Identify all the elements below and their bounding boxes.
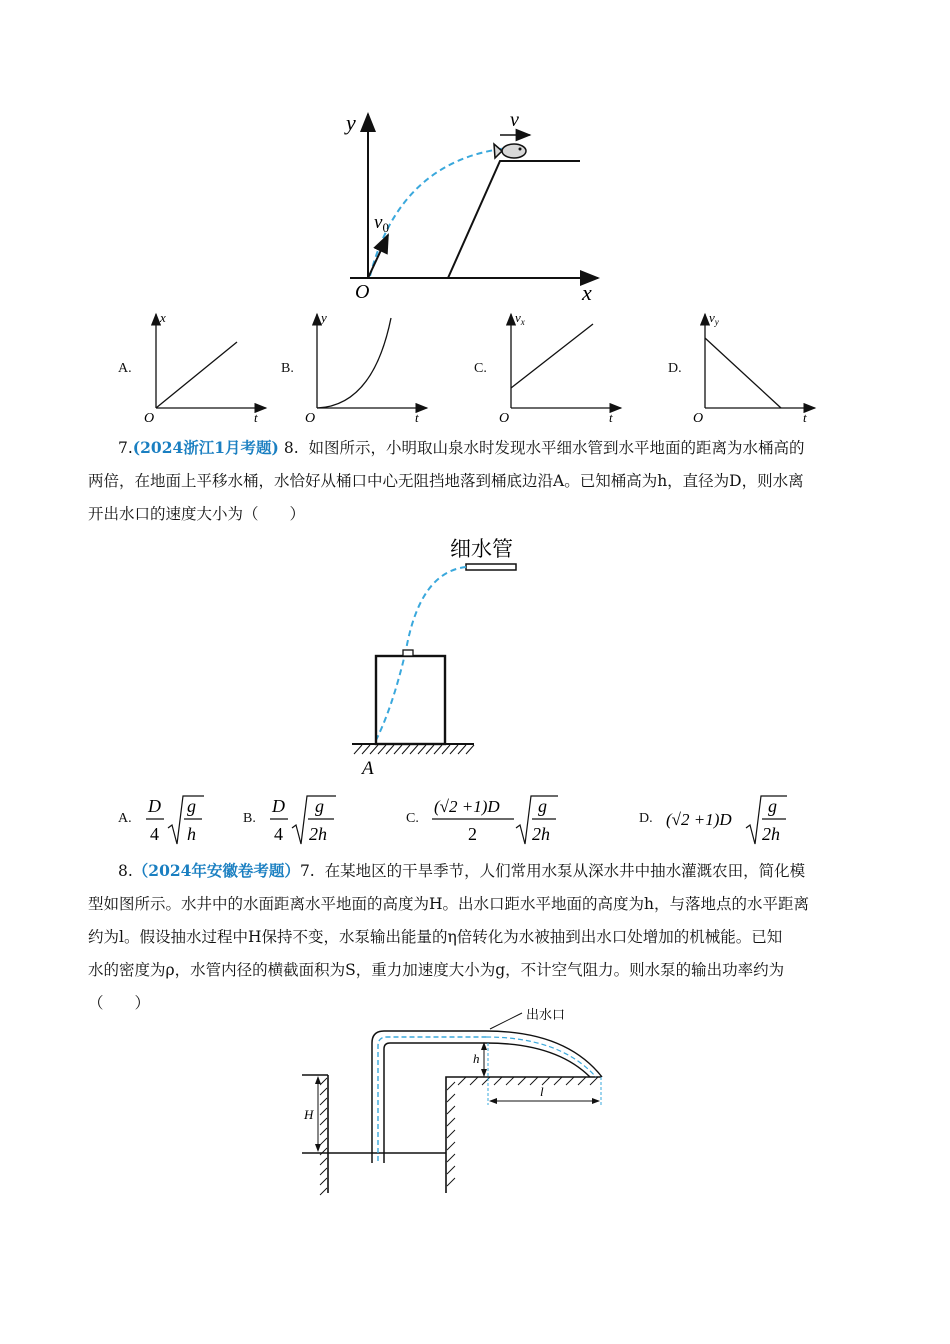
question-8: 8.（2024年安徽卷考题）7. 在某地区的干旱季节，人们常用水泵从深水井中抽水灌溉农田，简化模 型如图所示。水井中的水面距离水平地面的高度为H。出水口距水平地面的高度为h，与落地点的水平距离 约为l。假设抽水过程中H保持不变，水泵输出能量的η倍转化为水被抽到出水口处增加的机械能。已知 水的密度为ρ，水管内径的横截面积为S，重力加速度大小为g，不计空气阻力。则水泵的输出功率约为 （ ） (88, 861, 810, 1012)
svg-text:h: h (187, 824, 196, 844)
option-b-letter[interactable]: B. (281, 361, 294, 376)
q7-option-d-letter[interactable]: D. (639, 811, 653, 826)
svg-text:g: g (768, 796, 777, 816)
l-label: l (540, 1084, 544, 1099)
well-figure (296, 1005, 626, 1205)
curve-parabola (317, 318, 391, 408)
svg-text:4: 4 (150, 824, 159, 844)
point-a-label: A (362, 758, 374, 779)
svg-text:O: O (144, 411, 155, 424)
fish-icon (494, 144, 526, 158)
svg-text:g: g (538, 796, 547, 816)
h-label: h (473, 1051, 480, 1066)
v0-label: $v_0$ (374, 212, 389, 235)
option-a-graph (142, 308, 272, 424)
svg-text:4: 4 (274, 824, 283, 844)
svg-text:t: t (803, 410, 807, 424)
svg-text:O: O (499, 411, 510, 424)
bucket (376, 656, 445, 744)
option-a-letter[interactable]: A. (118, 361, 132, 376)
option-c-letter[interactable]: C. (474, 361, 487, 376)
option-c-graph (497, 308, 627, 424)
svg-text:t: t (609, 410, 613, 424)
q7-option-c-letter[interactable]: C. (406, 811, 419, 826)
curve-line (156, 342, 237, 408)
svg-text:t: t (415, 410, 419, 424)
bucket-figure (348, 530, 528, 780)
curve-line (511, 324, 593, 388)
bucket-mouth (403, 650, 413, 656)
x-label: x (582, 280, 592, 305)
pipe (466, 564, 516, 570)
svg-text:2: 2 (468, 824, 477, 844)
q7-option-b-formula (266, 792, 346, 848)
svg-text:vy: $v_y$ (709, 310, 719, 327)
trajectory-dashed (370, 148, 508, 276)
svg-text:(√2 +1)D: (√2 +1)D (666, 810, 732, 829)
option-d-letter[interactable]: D. (668, 361, 682, 376)
svg-text:2h: 2h (309, 824, 327, 844)
q7-option-a-formula (142, 792, 212, 848)
projectile-figure (330, 100, 620, 305)
y-label: y (346, 110, 356, 135)
svg-text:O: O (305, 411, 316, 424)
svg-text:O: O (693, 411, 704, 424)
q7-option-a-letter[interactable]: A. (118, 811, 132, 826)
option-b-graph (303, 308, 433, 424)
svg-text:y: y (321, 310, 327, 325)
v-label: v (510, 109, 519, 131)
question-7: 7.(2024浙江1月考题) 8. 如图所示，小明取山泉水时发现水平细水管到水平地面的距离为水桶高的 两倍，在地面上平移水桶，水恰好从桶口中心无阻挡地落到桶底边沿A。已知桶高为h，直径为D，则水离 开出水口的速度大小为（ ） (88, 438, 805, 523)
svg-text:2h: 2h (762, 824, 780, 844)
svg-text:D: D (148, 796, 161, 816)
q7-option-d-formula (664, 792, 789, 848)
svg-text:g: g (315, 796, 324, 816)
svg-text:t: t (254, 410, 258, 424)
svg-text:x: x (160, 310, 166, 325)
origin-label: O (355, 281, 370, 303)
H-label: H (304, 1107, 314, 1122)
curve-line (705, 338, 781, 408)
pipe-label: 细水管 (450, 537, 513, 561)
svg-text:g: g (187, 796, 196, 816)
svg-text:(√2 +1)D: (√2 +1)D (434, 797, 500, 816)
svg-text:2h: 2h (532, 824, 550, 844)
q7-option-c-formula (430, 792, 560, 848)
svg-text:vx: $v_x$ (515, 310, 525, 327)
v0-arrow (368, 235, 388, 278)
option-d-graph (691, 308, 821, 424)
q7-option-b-letter[interactable]: B. (243, 811, 256, 826)
svg-text:D: D (272, 796, 285, 816)
ramp (448, 161, 580, 278)
outlet-label: 出水口 (526, 1007, 566, 1022)
